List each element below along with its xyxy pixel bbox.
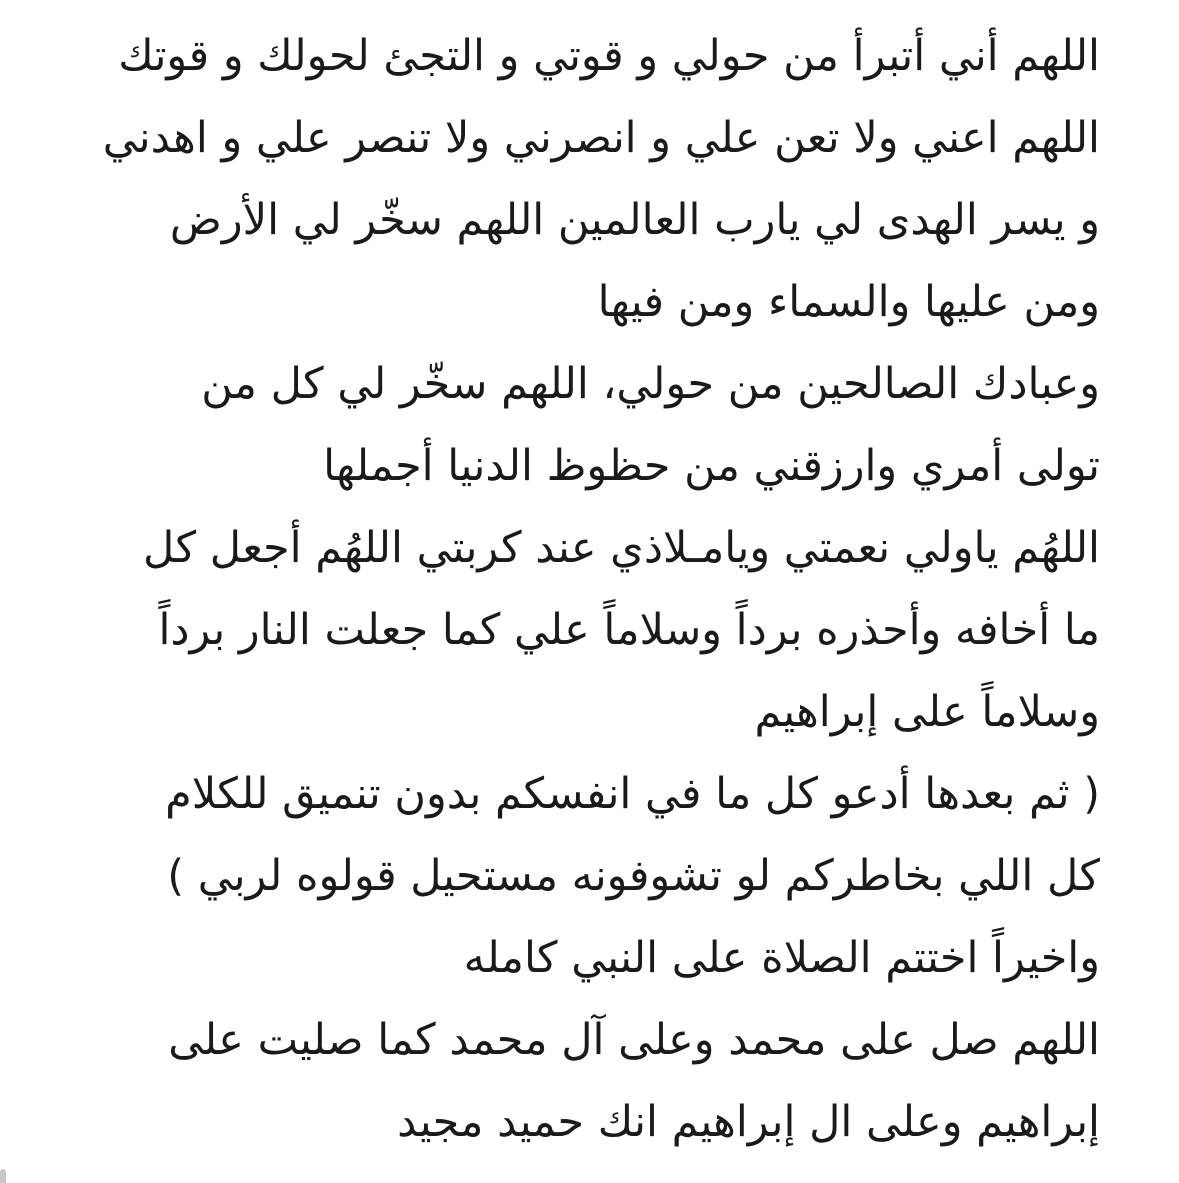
text-line: اللهُم ياولي نعمتي ويامـلاذي عند كربتي اللهُم أجعل كل [143, 523, 1100, 573]
text-line: اللهم صل على محمد وعلى آل محمد كما صليت على [168, 1015, 1100, 1065]
text-line: اللهم أني أتبرأ من حولي و قوتي و التجئ لحولك و قوتك [118, 31, 1100, 81]
text-line: اللهم اعني ولا تعن علي و انصرني ولا تنصر علي و اهدني [102, 113, 1100, 163]
text-line: وعبادك الصالحين من حولي، اللهم سخّر لي كل من [201, 359, 1100, 409]
text-line: وسلاماً على إبراهيم [754, 687, 1100, 737]
scroll-indicator[interactable] [0, 1169, 6, 1183]
text-line: و يسر الهدى لي يارب العالمين اللهم سخّر لي الأرض [169, 195, 1100, 245]
text-line: كل اللي بخاطركم لو تشوفونه مستحيل قولوه لربي ) [167, 851, 1100, 901]
text-line: ( ثم بعدها أدعو كل ما في انفسكم بدون تنميق للكلام [165, 769, 1100, 819]
text-line: ومن عليها والسماء ومن فيها [597, 277, 1100, 327]
text-line: إبراهيم وعلى ال إبراهيم انك حميد مجيد [397, 1097, 1100, 1147]
prayer-text-block [90, 24, 1100, 1172]
text-line: ما أخافه وأحذره برداً وسلاماً علي كما جعلت النار برداً [158, 605, 1100, 655]
text-line: تولى أمري وارزقني من حظوظ الدنيا أجملها [323, 441, 1100, 491]
text-line: واخيراً اختتم الصلاة على النبي كامله [463, 933, 1100, 983]
